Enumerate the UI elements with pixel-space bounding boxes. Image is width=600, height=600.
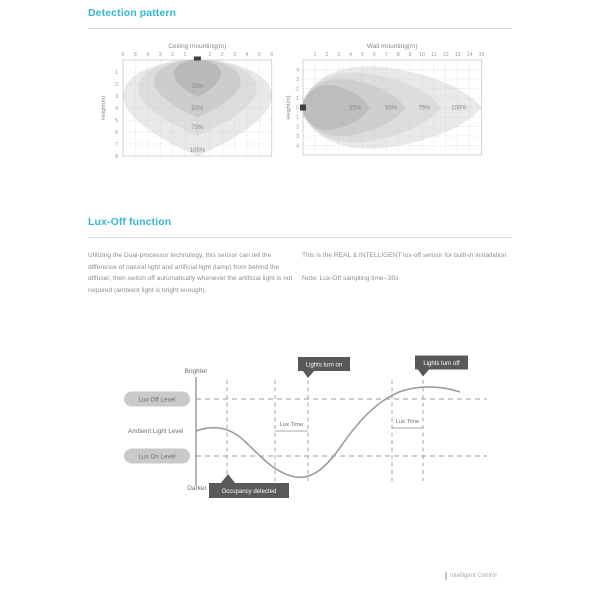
y-tick-label: 3 bbox=[296, 76, 299, 83]
zone-percentage-label: 25% bbox=[349, 105, 362, 112]
occupancy-detected-callout bbox=[209, 474, 289, 498]
y-tick-label: 0 bbox=[296, 105, 299, 112]
wall-mounting-chart bbox=[283, 38, 488, 173]
ambient-light-level-label: Ambient Light Level bbox=[128, 428, 184, 435]
x-tick-label: 3 bbox=[158, 52, 162, 58]
x-tick-label: 1 bbox=[208, 52, 212, 58]
x-tick-label: 6 bbox=[121, 52, 125, 58]
x-tick-label: 1 bbox=[183, 52, 187, 58]
lights-turn-on-callout bbox=[298, 357, 350, 378]
x-tick-label: 7 bbox=[384, 52, 388, 58]
x-tick-label: 1 bbox=[313, 52, 317, 58]
brighter-label: Brighter bbox=[184, 368, 208, 375]
x-tick-label: 14 bbox=[466, 52, 473, 58]
y-tick-label: 1 bbox=[115, 69, 118, 76]
x-tick-label: 10 bbox=[419, 52, 425, 58]
ceiling-y-axis-label: Height(m) bbox=[101, 95, 107, 121]
x-tick-label: 5 bbox=[361, 52, 364, 58]
lux-level-graph bbox=[95, 347, 515, 507]
y-tick-label: 2 bbox=[296, 86, 299, 93]
x-tick-label: 4 bbox=[245, 52, 249, 58]
x-tick-label: 5 bbox=[133, 52, 137, 58]
x-tick-label: 3 bbox=[337, 52, 341, 58]
y-tick-label: 1 bbox=[296, 114, 299, 121]
page-footer bbox=[445, 572, 497, 580]
luxoff-description: Utilizing the Dual-processor technology, this sensor can tell the difference of natural light and artificial light (lamp) from behind the diffuser, then switch off automatically whenever the artificial light is not required (ambient light is bright enough). bbox=[88, 252, 293, 294]
occupancy-detected-label: Occupancy detected bbox=[221, 489, 277, 495]
x-tick-label: 4 bbox=[146, 52, 150, 58]
lux-time-label-2: Lux Time bbox=[395, 419, 420, 425]
zone-percentage-label: 100% bbox=[451, 105, 467, 112]
y-tick-label: 2 bbox=[115, 81, 118, 88]
y-tick-label: 4 bbox=[115, 105, 118, 112]
x-tick-label: 13 bbox=[454, 52, 461, 58]
ceiling-chart-title: Ceiling mounting(m) bbox=[168, 43, 227, 50]
lights-turn-on-label: Lights turn on bbox=[305, 362, 343, 369]
y-tick-label: 2 bbox=[296, 124, 299, 131]
x-tick-label: 9 bbox=[408, 52, 412, 58]
wall-y-axis-label: Height(m) bbox=[286, 95, 292, 120]
y-tick-label: 6 bbox=[115, 129, 118, 136]
y-tick-label: 3 bbox=[296, 133, 299, 140]
lux-on-level-label: Lux On Level bbox=[138, 453, 176, 461]
y-tick-label: 7 bbox=[115, 141, 118, 148]
zone-percentage-label: 75% bbox=[418, 105, 431, 112]
luxoff-right-column bbox=[302, 250, 518, 296]
darker-label: Darker bbox=[187, 485, 207, 492]
lux-off-level-label: Lux Off Level bbox=[138, 396, 176, 404]
lights-turn-off-label: Lights turn off bbox=[423, 360, 460, 367]
x-tick-label: 6 bbox=[270, 52, 274, 58]
x-tick-label: 2 bbox=[171, 52, 175, 58]
x-tick-label: 4 bbox=[349, 52, 353, 58]
x-tick-label: 11 bbox=[431, 52, 437, 58]
detection-pattern-section-header bbox=[88, 7, 512, 29]
luxoff-function-section-header bbox=[88, 216, 512, 238]
y-tick-label: 1 bbox=[296, 95, 299, 102]
ambient-light-curve bbox=[196, 387, 460, 477]
x-tick-label: 15 bbox=[478, 52, 485, 58]
ceiling-sensor-icon bbox=[194, 57, 201, 61]
zone-percentage-label: 50% bbox=[191, 105, 204, 112]
ceiling-mounting-chart bbox=[95, 38, 275, 173]
x-tick-label: 3 bbox=[233, 52, 237, 58]
y-tick-label: 8 bbox=[115, 153, 118, 160]
x-tick-label: 12 bbox=[442, 52, 449, 58]
luxoff-summary: This is the REAL & INTELLIGENT lux-off sensor for built-in installation. bbox=[302, 252, 509, 259]
y-tick-label: 4 bbox=[296, 143, 299, 150]
y-tick-label: 4 bbox=[296, 67, 299, 74]
wall-sensor-icon bbox=[300, 105, 306, 111]
zone-percentage-label: 100% bbox=[189, 147, 206, 154]
detection-charts-row bbox=[0, 36, 600, 186]
luxoff-text-columns bbox=[88, 250, 518, 296]
luxoff-left-column bbox=[88, 250, 296, 296]
x-tick-label: 8 bbox=[396, 52, 400, 58]
detection-pattern-title: Detection pattern bbox=[88, 7, 177, 19]
y-tick-label: 3 bbox=[115, 93, 118, 100]
lux-on-level-pill bbox=[124, 449, 190, 464]
wall-chart-title: Wall mounting(m) bbox=[366, 43, 418, 50]
lux-off-level-pill bbox=[124, 392, 190, 407]
zone-percentage-label: 50% bbox=[385, 105, 398, 112]
x-tick-label: 5 bbox=[257, 52, 261, 58]
y-tick-label: 5 bbox=[115, 117, 118, 124]
footer-accent-bar bbox=[445, 572, 447, 580]
zone-percentage-label: 25% bbox=[191, 84, 204, 91]
lux-time-label-1: Lux Time bbox=[279, 422, 304, 428]
lights-turn-off-callout bbox=[415, 356, 468, 377]
x-tick-label: 2 bbox=[325, 52, 329, 58]
luxoff-note: Note: Lux-Off sampling time--30s bbox=[302, 274, 399, 282]
zone-percentage-label: 75% bbox=[191, 125, 204, 131]
footer-label: Intelligent Control bbox=[450, 573, 497, 579]
x-tick-label: 2 bbox=[220, 52, 224, 58]
x-tick-label: 6 bbox=[372, 52, 376, 58]
luxoff-function-title: Lux-Off function bbox=[88, 216, 172, 228]
